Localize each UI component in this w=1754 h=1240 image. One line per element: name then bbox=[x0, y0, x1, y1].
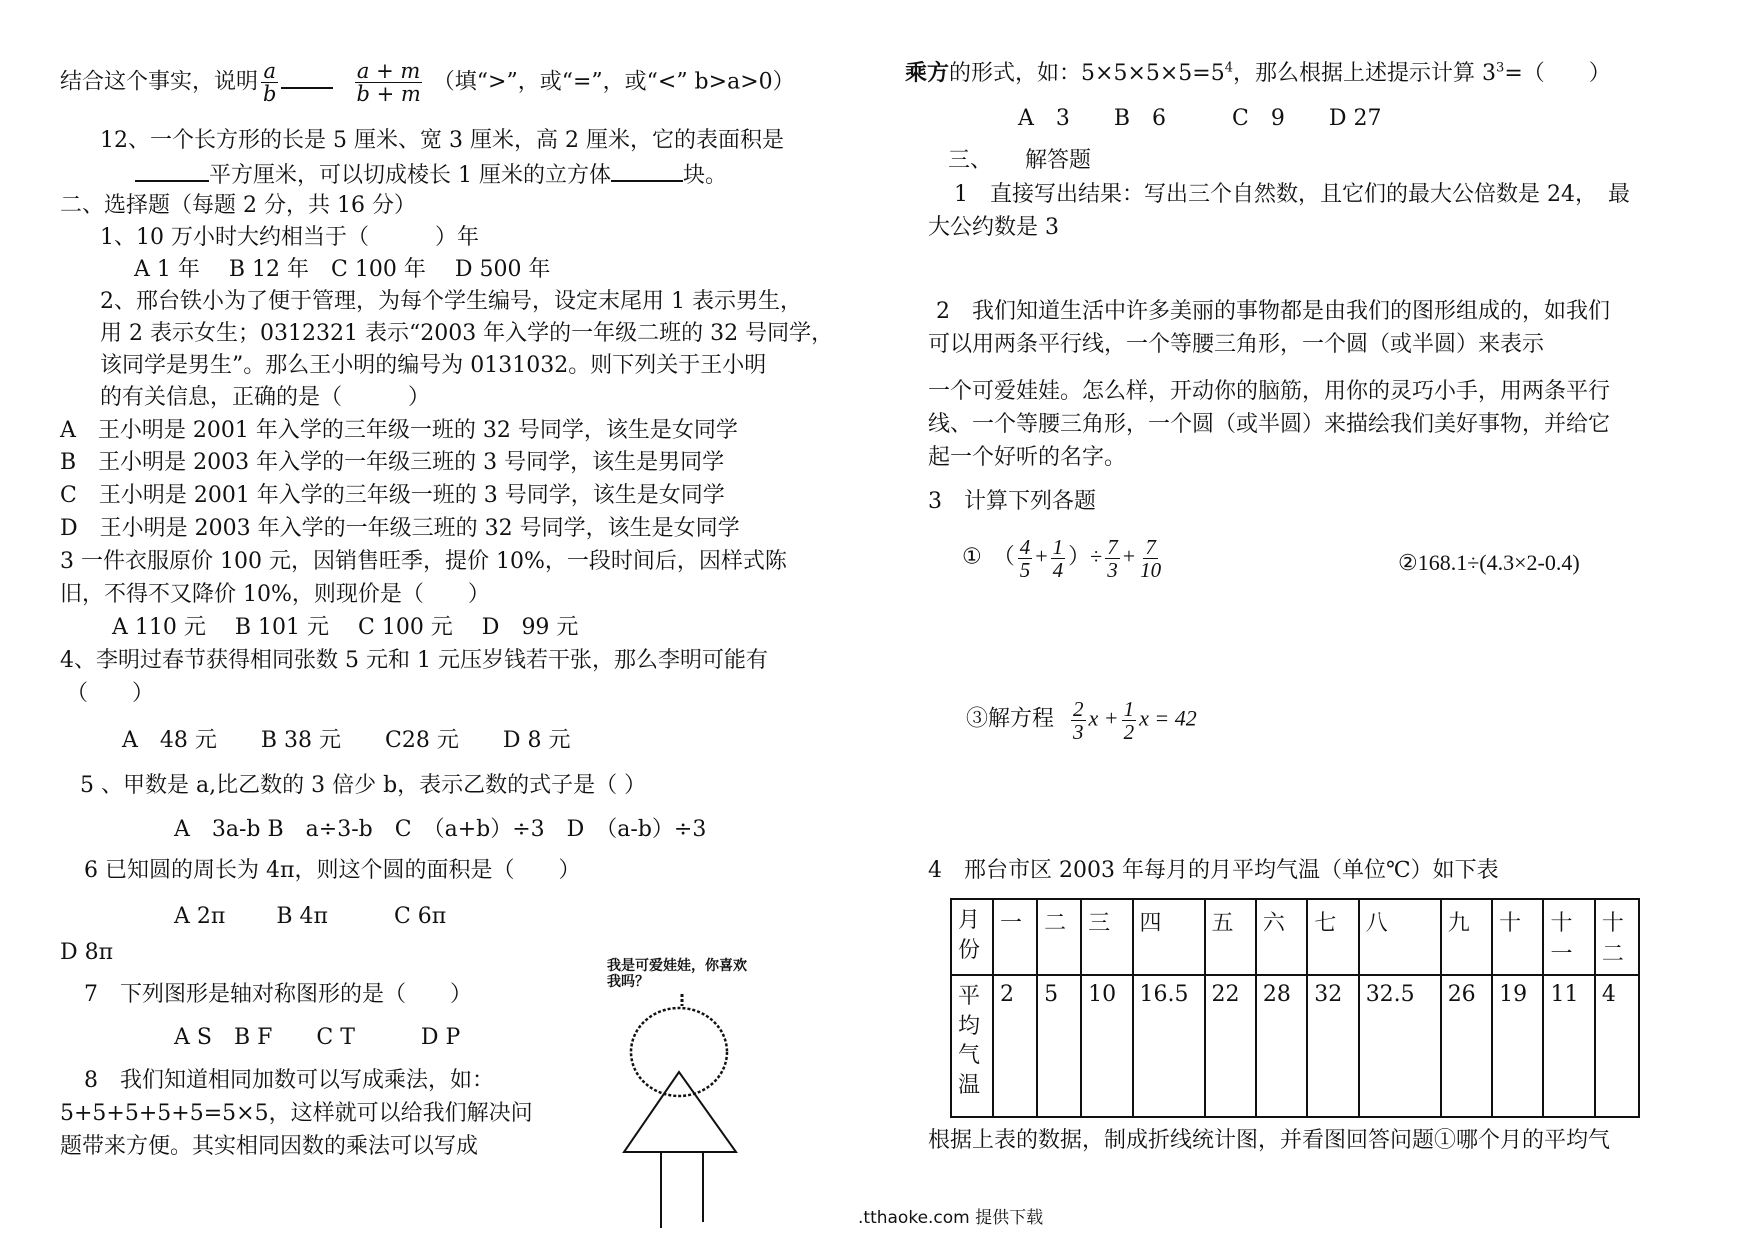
choice-7-options: A S B F C T D P bbox=[174, 1025, 461, 1050]
table-cell-temperature: 19 bbox=[1492, 975, 1543, 1117]
table-cell-month: 一 bbox=[993, 899, 1037, 975]
q12-line-1: 12、一个长方形的长是 5 厘米、宽 3 厘米，高 2 厘米，它的表面积是 bbox=[100, 128, 784, 153]
q11-fraction-am-over-bm: $\frac{a + m}{b + m}$ bbox=[356, 59, 421, 107]
choice-2-option-a: A 王小明是 2001 年入学的三年级一班的 32 号同学，该生是女同学 bbox=[60, 418, 738, 443]
table-cell-month: 四 bbox=[1133, 899, 1205, 975]
table-header-month: 月 份 bbox=[951, 899, 993, 975]
table-cell-month: 五 bbox=[1205, 899, 1256, 975]
table-cell-month: 十 bbox=[1492, 899, 1543, 975]
choice-6-options: A 2π B 4π C 6π bbox=[174, 904, 447, 929]
choice-2-line-3: 该同学是男生”。那么王小明的编号为 0131032。则下列关于王小明 bbox=[100, 353, 767, 378]
answer-2-line-1: 2 我们知道生活中许多美丽的事物都是由我们的图形组成的，如我们 bbox=[936, 299, 1610, 324]
table-cell-temperature: 11 bbox=[1543, 975, 1594, 1117]
choice-8-line-2: 5+5+5+5+5=5×5，这样就可以给我们解决问 bbox=[60, 1101, 533, 1126]
answer-3-title: 3 计算下列各题 bbox=[928, 489, 1096, 514]
section-2-title: 二、选择题（每题 2 分，共 16 分） bbox=[60, 193, 416, 218]
answer-blank bbox=[611, 160, 683, 182]
choice-2-line-1: 2、邢台铁小为了便于管理，为每个学生编号，设定末尾用 1 表示男生， bbox=[100, 289, 802, 314]
table-cell-month: 三 bbox=[1081, 899, 1132, 975]
fraction: $\frac{1}{4}$ bbox=[1052, 535, 1064, 583]
answer-4-after-table: 根据上表的数据，制成折线统计图，并看图回答问题①哪个月的平均气 bbox=[928, 1128, 1611, 1153]
table-cell-month: 十 一 bbox=[1543, 899, 1594, 975]
doll-speech-text: 我是可爱娃娃，你喜欢 我吗？ bbox=[607, 958, 747, 991]
table-cell-temperature: 4 bbox=[1595, 975, 1639, 1117]
choice-2-line-2: 用 2 表示女生；0312321 表示“2003 年入学的一年级二班的 32 号同学， bbox=[100, 321, 834, 346]
choice-2-option-c: C 王小明是 2001 年入学的三年级一班的 3 号同学，该生是女同学 bbox=[60, 483, 725, 508]
choice-8-line-3: 题带来方便。其实相同因数的乘法可以写成 bbox=[60, 1134, 479, 1159]
table-cell-month: 九 bbox=[1441, 899, 1492, 975]
temperature-table bbox=[950, 898, 1640, 1118]
choice-2-option-b: B 王小明是 2003 年入学的一年级三班的 3 号同学，该生是男同学 bbox=[60, 450, 725, 475]
choice-6-option-d: D 8π bbox=[60, 940, 114, 965]
table-cell-temperature: 16.5 bbox=[1133, 975, 1205, 1117]
fraction: $\frac{7}{3}$ bbox=[1107, 535, 1118, 583]
choice-8-options: A 3 B 6 C 9 D 27 bbox=[1018, 106, 1382, 131]
choice-7-question: 7 下列图形是轴对称图形的是（ ） bbox=[84, 982, 472, 1007]
table-cell-temperature: 32 bbox=[1307, 975, 1358, 1117]
choice-4-line-2: （ ） bbox=[66, 681, 155, 706]
answer-3-problem-1: ① （ $\frac{4}{5}$ + $\frac{1}{4}$ ）÷ $\frac{7}{3}$ + $\frac{7}{10}$ bbox=[962, 535, 1162, 583]
answer-2-line-5: 起一个好听的名字。 bbox=[928, 445, 1127, 470]
choice-5-question: 5 、甲数是 a,比乙数的 3 倍少 b，表示乙数的式子是（ ） bbox=[80, 773, 647, 798]
table-cell-month: 六 bbox=[1256, 899, 1307, 975]
choice-2-line-4: 的有关信息，正确的是（ ） bbox=[100, 385, 431, 410]
table-cell-month: 十 二 bbox=[1595, 899, 1639, 975]
choice-5-options: A 3a-b B a÷3-b C （a+b）÷3 D （a-b）÷3 bbox=[174, 817, 707, 842]
table-cell-temperature: 26 bbox=[1441, 975, 1492, 1117]
fraction: $\frac{1}{2}$ bbox=[1123, 697, 1135, 745]
choice-4-options: A 48 元 B 38 元 C28 元 D 8 元 bbox=[122, 728, 571, 753]
footer-source: .tthaoke.com 提供下载 bbox=[858, 1208, 1044, 1228]
q11-fraction-a-over-b: $\frac{a}{b}$ bbox=[263, 59, 277, 107]
table-row-months bbox=[951, 899, 1639, 975]
choice-6-question: 6 已知圆的周长为 4π，则这个圆的面积是（ ） bbox=[84, 858, 581, 883]
choice-2-option-d: D 王小明是 2003 年入学的一年级三班的 32 号同学，该生是女同学 bbox=[60, 516, 740, 541]
fraction: $\frac{2}{3}$ bbox=[1073, 697, 1084, 745]
table-cell-month: 八 bbox=[1359, 899, 1441, 975]
table-cell-temperature: 22 bbox=[1205, 975, 1256, 1117]
answer-4-title: 4 邢台市区 2003 年每月的月平均气温（单位℃）如下表 bbox=[928, 858, 1499, 883]
doll-figure bbox=[600, 990, 760, 1230]
choice-8-continuation: 乘方的形式，如：$5\times 5\times 5\times 5=5^4$，那么根据上述提示计算 $3^3=$（ ） bbox=[905, 60, 1611, 86]
choice-3-line-2: 旧，不得不又降价 10%，则现价是（ ） bbox=[60, 582, 490, 607]
table-cell-temperature: 28 bbox=[1256, 975, 1307, 1117]
table-cell-temperature: 2 bbox=[993, 975, 1037, 1117]
table-row-temperatures bbox=[951, 975, 1639, 1117]
q11-continuation bbox=[60, 60, 795, 105]
table-cell-temperature: 10 bbox=[1081, 975, 1132, 1117]
answer-1-line-1: 1 直接写出结果：写出三个自然数，且它们的最大公倍数是 24， 最 bbox=[954, 182, 1630, 207]
table-cell-month: 七 bbox=[1307, 899, 1358, 975]
answer-1-line-2: 大公约数是 3 bbox=[928, 215, 1059, 240]
choice-4-line-1: 4、李明过春节获得相同张数 5 元和 1 元压岁钱若干张，那么李明可能有 bbox=[60, 648, 768, 673]
choice-3-line-1: 3 一件衣服原价 100 元，因销售旺季，提价 10%，一段时间后，因样式陈 bbox=[60, 549, 787, 574]
fraction: $\frac{4}{5}$ bbox=[1019, 535, 1031, 583]
choice-1-question: 1、10 万小时大约相当于（ ）年 bbox=[100, 225, 479, 250]
answer-3-problem-2: ②168.1÷(4.3×2-0.4) bbox=[1398, 550, 1580, 575]
answer-blank bbox=[135, 160, 209, 182]
answer-2-line-2: 可以用两条平行线，一个等腰三角形，一个圆（或半圆）来表示 bbox=[928, 332, 1545, 357]
doll-body-triangle bbox=[624, 1072, 736, 1152]
table-header-temperature: 平 均 气 温 bbox=[951, 975, 993, 1117]
answer-2-line-3: 一个可爱娃娃。怎么样，开动你的脑筋，用你的灵巧小手，用两条平行 bbox=[928, 379, 1611, 404]
table-cell-temperature: 32.5 bbox=[1359, 975, 1441, 1117]
fraction: $\frac{7}{10}$ bbox=[1140, 535, 1162, 583]
answer-2-line-4: 线、一个等腰三角形，一个圆（或半圆）来描绘我们美好事物，并给它 bbox=[928, 412, 1611, 437]
answer-3-problem-3: ③解方程 $\frac{2}{3}$ x + $\frac{1}{2}$ x = 42 bbox=[966, 697, 1197, 745]
q11-text-a: 结合这个事实，说明 bbox=[60, 69, 259, 95]
choice-3-options: A 110 元 B 101 元 C 100 元 D 99 元 bbox=[112, 615, 579, 640]
section-3-title: 三、 解答题 bbox=[948, 148, 1092, 173]
q11-text-b: （填“>”，或“=”，或“<” b>a>0） bbox=[432, 69, 795, 95]
choice-1-options: A 1 年 B 12 年 C 100 年 D 500 年 bbox=[134, 257, 551, 282]
choice-8-line-1: 8 我们知道相同加数可以写成乘法，如： bbox=[84, 1068, 494, 1093]
table-cell-month: 二 bbox=[1037, 899, 1081, 975]
doll-head bbox=[631, 1008, 727, 1096]
answer-blank bbox=[281, 67, 333, 89]
q12-line-2: 平方厘米，可以切成棱长 1 厘米的立方体 块。 bbox=[135, 160, 727, 189]
table-cell-temperature: 5 bbox=[1037, 975, 1081, 1117]
